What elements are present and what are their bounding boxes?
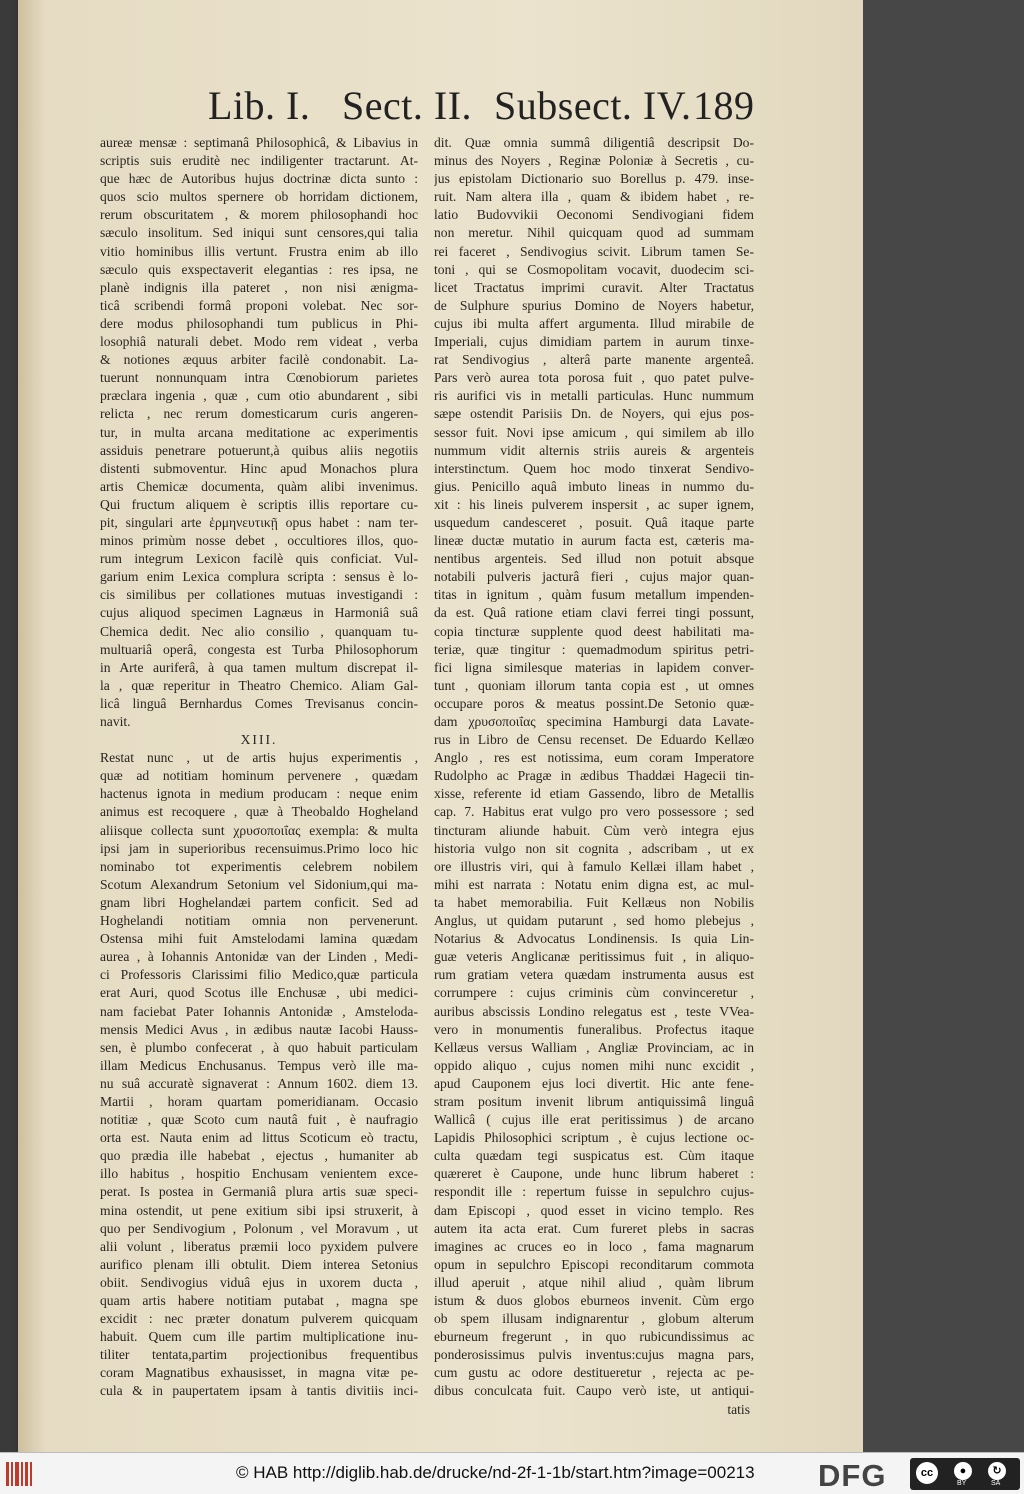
text-line: aurifico plenam illi obtulit. Diem interea Setonius (100, 1256, 418, 1272)
text-line: que hæc de Autoribus hujus doctrinæ dicta sunto : (100, 171, 418, 187)
text-line: coram Magnatibus exhausisset, in magna vitæ pe- (100, 1365, 418, 1381)
page-number: 189 (693, 83, 755, 128)
text-line: Lapidis Philosophici scriptum , è cujus lectione oc- (434, 1130, 754, 1146)
text-line: non meretur. Nihil quicquam quod ad summam (434, 225, 754, 241)
text-line: autem ita acta erat. Cum fureret plebs in sacras (434, 1220, 754, 1236)
text-line: navit. (100, 714, 131, 729)
text-line: cum gustu ac odore destitueretur , rejecta ac pe- (434, 1365, 754, 1381)
text-line: illo habitus , hospitio Enchusam venientem exce- (100, 1166, 418, 1182)
text-line: Restat nunc , ut de artis hujus experimentis , (100, 750, 418, 766)
text-line: nentibus argenteis. Sed illud non potuit absque (434, 551, 754, 567)
text-line: nominabo tot experimentis celebrem nobilem (100, 858, 418, 874)
text-line: mensis Medici Avus , in ædibus nautæ Iacobi Hauss- (100, 1021, 418, 1037)
text-line: orta est. Nauta enim ad littus Scoticum eò tractu, (100, 1130, 418, 1146)
text-line: gnam libri Hoghelandæi partem conficit. Sed ad (100, 894, 418, 910)
text-line: rum gratiam vetera quædam instrumenta ausus est (434, 967, 754, 983)
text-line: quo per Sendivogium , Polonum , vel Moravum , ut (100, 1220, 418, 1236)
text-line: erat Auri, quod Scotus ille Enchusæ , ubi medici- (100, 985, 418, 1001)
text-line: multuariâ operâ, congesta est Turba Philosophorum (100, 641, 418, 657)
text-line: interstinctum. Quem hoc modo tinxerat Sendivo- (434, 460, 754, 476)
text-line: habuit. Quem cum ille partim multiplicatione inu- (100, 1329, 418, 1345)
text-line: tur, in multa arcana meditatione ac experimentis (100, 424, 418, 440)
text-line: copia tincturæ supplente quod deest habilitati ma- (434, 623, 754, 639)
cc-license-badge[interactable] (910, 1458, 1020, 1490)
text-line: sæpe ostendit Parisiis Dn. de Noyers, qui ejus pos- (434, 406, 754, 422)
text-line: quam artis habere notitiam putabat , magna spe (100, 1293, 418, 1308)
text-line: occupare poros & meatus possint.De Setonio quæ- (434, 695, 754, 711)
text-line: quo prædia ille habebat , ejectus , humaniter ab (100, 1148, 418, 1164)
copyright-link[interactable]: © HAB http://diglib.hab.de/drucke/nd-2f-1-1b/start.htm?image=00213 (236, 1463, 755, 1482)
text-line: sæculo quis exspectaverit elegantias : res ipsa, ne (100, 261, 418, 277)
text-line: vero in monumentis funeralibus. Profectus itaque (434, 1021, 754, 1037)
text-line: gius. Penicillo aquâ imbuto lineas in nummo du- (434, 478, 754, 494)
text-line: planè indignis illa pateret , non nisi ænigma- (100, 279, 418, 295)
text-line: istum & duos globos eburneos invenit. Cùm ergo (434, 1293, 754, 1308)
text-line: licâ linguâ Bernhardus Comes Trevisanus concin- (100, 695, 418, 711)
text-line: pit, singulari arte ἑρμηνευτικῇ opus habet : nam ter- (100, 514, 418, 530)
text-line: tincturam aliunde habuit. Cùm verò integra ejus (434, 822, 754, 838)
text-line: Wallicâ ( cujus ille erat peritissimus ) de arcano (434, 1112, 754, 1128)
book-page (18, 0, 863, 1452)
header-subsection: Subsect. IV. (494, 83, 692, 128)
text-line: la , quæ reperitur in Theatro Chemico. Aliam Gal- (100, 677, 418, 693)
text-line: rei faceret , Sendivogius scivit. Librum tamen Se- (434, 243, 754, 259)
text-line: oppido aliquo , cujus nomen mihi nunc excidit , (434, 1057, 754, 1073)
text-line: obiit. Sendivogius viduâ ejus in uxorem ducta , (100, 1274, 418, 1290)
text-line: tunt , quoniam illorum tanta copia est , ut omnes (434, 677, 754, 693)
text-line: Ostensa mihi fuit Amstelodami lamina quædam (100, 931, 418, 947)
text-line: cujus ibi multa affert argumenta. Illud mirabile de (434, 315, 754, 331)
text-line: sen, è plumbo confecerat , à quo habuit particulam (100, 1039, 418, 1055)
catchword: tatis (727, 1401, 750, 1417)
text-line: eburneum fregerunt , in quo rubicundissimus ac (434, 1329, 754, 1345)
text-line: sessor fuit. Novi ipse amicum , qui similem ab illo (434, 424, 754, 440)
text-line: distenti submoventur. Hinc apud Monachos plura (100, 460, 418, 476)
text-line: garium enim Lexica complura scripta : sensus è lo- (100, 569, 418, 585)
text-line: rum integrum Lexicon facilè quis conficiat. Vul- (100, 551, 418, 567)
text-line: ponderosissimus pulvis inventus:cujus magna pars, (434, 1347, 754, 1363)
text-line: alii volunt , liberatus præmii loco pyxidem pulvere (100, 1238, 418, 1254)
text-line: ore illustris viri, qui à famulo Kellæi illam habet , (434, 858, 754, 874)
text-line: in Arte auriferâ, à qua tamen multum discrepat il- (100, 659, 418, 675)
text-line: Scotum Alexandrum Setonium vel Sidonium,qui ma- (100, 876, 418, 892)
text-line: cujus aliquod specimen Lagnæus in Harmoniâ suâ (100, 605, 418, 621)
text-line: tuerunt nonnunquam intra Cœnobiorum parietes (100, 370, 418, 386)
text-line: rus in Libro de Censu recenset. De Eduardo Kellæo (434, 732, 754, 748)
text-line: notitiæ , quæ Scoto cum nautâ fuit , è naufragio (100, 1112, 418, 1128)
text-line: scriptis suis eruditè nec indiligenter tractarunt. At- (100, 153, 418, 169)
footer-bar (0, 1452, 1024, 1494)
text-line: titas in ignitum , quàm fusum metallum impenden- (434, 587, 754, 603)
text-line: dam Episcopi , quod esset in vicino templo. Res (434, 1202, 754, 1218)
text-line: quos scio multos spernere ob horridam dictionem, (100, 189, 418, 205)
text-line: Imperiali, cujus dimidiam partem in aurum tinxe- (434, 334, 754, 350)
text-line: illud aperuit , atque nihil aliud , quàm librum (434, 1274, 754, 1290)
text-line: licet Tractatus imprimi curavit. Alter Tractatus (434, 279, 754, 295)
text-line: sæculo insolitum. Sed iniqui sunt censores,qui talia (100, 225, 418, 241)
text-line: xisse, referente id etiam Gassendo, libro de Metallis (434, 786, 754, 802)
text-line: rat Sendivogius , alterâ parte manente argenteâ. (434, 352, 754, 368)
text-line: dit. Quæ omnia summâ diligentiâ descripsit Do- (434, 135, 754, 150)
text-line: ci Professoris Clarissimi filio Medico,quæ particula (100, 967, 418, 983)
text-line: xit : his lineis pulverem inspersit , ac super ignem, (434, 496, 754, 512)
text-line: nummum vidit alternis striis aureis & argenteis (434, 442, 754, 458)
section-number: XIII. (240, 732, 278, 748)
text-line: culta quædam tegi suspicatus est. Cùm itaque (434, 1148, 754, 1164)
text-line: nu suâ accuratè signaverat : Annum 1602. diem 13. (100, 1075, 418, 1091)
text-line: respondit ille : repertum fuisse in sepulchro cujus- (434, 1184, 754, 1200)
text-line: præclara ingenia , quæ , cum otio abundarent , sibi (100, 388, 418, 404)
barcode-icon (4, 1459, 34, 1489)
header-book: Lib. I. (208, 83, 311, 128)
text-line: ta habet memorabilia. Fuit Kellæus non Nobilis (434, 894, 754, 910)
viewer-background (863, 0, 1024, 1452)
text-line: Hoghelandi notitiam omnia non pervenerunt. (100, 913, 418, 929)
text-line: Anglo , res est notissima, eum coram Imperatore (434, 750, 754, 766)
running-header (208, 82, 768, 132)
text-line: assiduis penetrare potuerunt,à quibus aliis negotiis (100, 442, 418, 458)
text-line: quæ ad notitiam hominum pervenere , quædam (100, 768, 418, 784)
text-line: auribus abscissis Londino relegatus est , teste VVea- (434, 1003, 754, 1019)
text-line: perat. Is postea in Germaniâ plura artis suæ speci- (100, 1184, 418, 1200)
cc-icon: cc (916, 1462, 938, 1484)
text-line: toni , qui se Cosmopolitam vocavit, duodecim sci- (434, 261, 754, 277)
text-line: ris aurifici vis in metalli particulas. Hunc nummum (434, 388, 754, 404)
text-line: Rudolpho ac Pragæ in ædibus Thaddæi Hagecii tin- (434, 768, 754, 784)
text-line: Anglus, ut quidam putarunt , sed homo plebejus , (434, 913, 754, 929)
text-line: Qui fructum aliquem è scriptis illis reportare cu- (100, 496, 418, 512)
text-line: Martii , horam quartam pomeridianam. Occasio (100, 1093, 418, 1109)
sa-label: SA (991, 1480, 1001, 1487)
text-line: cula & in paupertatem ipsam à tantis divitiis inci- (100, 1383, 418, 1399)
header-section: Sect. II. (342, 83, 473, 128)
sa-icon: ↻ (988, 1462, 1006, 1480)
text-line: mina ostendit, ut pene exitium sibi ipsi struxerit, à (100, 1202, 418, 1218)
by-label: BY (957, 1480, 967, 1487)
text-line: cap. 7. Habitus erat vulgo pro vero possessore ; sed (434, 804, 754, 820)
text-line: artis Chemicæ documenta, quàm alibi invenimus. (100, 478, 418, 494)
text-line: apud Cauponem ejus loci divertit. Hic ante fene- (434, 1075, 754, 1091)
text-line: tiliter tentata,partim projectionibus frequentibus (100, 1347, 418, 1363)
text-line: lineæ ductæ mutatio in aurum facta est, cæteris ma- (434, 533, 754, 549)
text-line: mihi est narrata : Notatu enim digna est, ac mul- (434, 876, 754, 892)
text-line: guæ veteris Anglicanæ peritissimus fuit , in aliquo- (434, 949, 754, 965)
text-line: de Sulphure spurius Domino de Noyers habetur, (434, 297, 754, 313)
text-line: corrumpere : cujus criminis cùm convinceretur , (434, 985, 754, 1001)
text-line: opum in sepulchro Episcopi reconditarum commota (434, 1256, 754, 1272)
text-line: aureæ mensæ : septimanâ Philosophicâ, & Libavius in (100, 135, 418, 150)
text-line: quæreret è Caupone, unde hunc librum haberet : (434, 1166, 754, 1182)
right-text-column (434, 134, 754, 1419)
text-line: animus est recoquere , quæ à Theobaldo Hogheland (100, 804, 418, 820)
text-line: dam χρυσοποιΐας specimina Hamburgi data Lavate- (434, 714, 754, 729)
text-line: Chemica dedit. Nec alio consilio , quanquam tu- (100, 623, 418, 639)
text-line: aliisque collecta sunt χρυσοποιΐας exempla: & multa (100, 822, 418, 838)
text-line: relicta , nec rerum domesticarum curis angeren- (100, 406, 418, 422)
text-line: usquedum candesceret , posuit. Quâ itaque parte (434, 514, 754, 530)
text-line: minos primùm nosse debet , occultiores illos, quo- (100, 533, 418, 549)
text-line: illam Medicus Enchusanus. Tempus verò ille ma- (100, 1057, 418, 1073)
text-line: da est. Quâ ratione etiam clavi ferrei tingi possunt, (434, 605, 754, 621)
text-line: ruit. Nam altera illa , quam & ibidem habet , re- (434, 189, 754, 205)
by-icon: ● (954, 1462, 972, 1480)
text-line: excidit : nec præter donatum pulverem quicquam (100, 1311, 418, 1327)
dfg-logo[interactable]: DFG (818, 1458, 887, 1493)
text-line: cis similibus per collationes mutuas investigandi : (100, 587, 418, 603)
text-line: Notarius & Advocatus Londinensis. Is quia Lin- (434, 931, 754, 947)
text-line: jus epistolam Dictionario suo Borellus p. 479. inse- (434, 171, 754, 187)
text-line: latio Budovvikii Oeconomi Sendivogiani fidem (434, 207, 754, 223)
left-text-column (100, 134, 418, 1401)
text-line: historia vulgo non sit cognita , adscribam , ut ex (434, 840, 754, 856)
text-line: minus des Noyers , Reginæ Poloniæ à Secretis , cu- (434, 153, 754, 169)
text-line: ticâ scribendi formâ proponi volebat. Nec sor- (100, 297, 418, 313)
text-line: ipsi jam in superioribus recensuimus.Primo loco hic (100, 840, 418, 856)
text-line: dibus conculcata fuit. Caupo verò iste, ut antiqui- (434, 1383, 754, 1399)
text-line: losophiâ naturali debet. Modo rem videat , verba (100, 334, 418, 350)
text-line: aurea , à Iohannis Antonidæ van der Linden , Medi- (100, 949, 418, 965)
text-line: hactenus ignota in medium producam : neque enim (100, 786, 418, 802)
text-line: vitio hominibus illis vertunt. Frustra enim ab illo (100, 243, 418, 259)
text-line: stram positum invenit librum antiquissimâ linguâ (434, 1093, 754, 1109)
text-line: imagines ac cruces eo in loco , fama magnarum (434, 1238, 754, 1254)
text-line: fici ligna similesque materias in lapidem conver- (434, 659, 754, 675)
text-line: rerum obscuritatem , & morem philosophandi hoc (100, 207, 418, 223)
text-line: ob spem illusam indignarentur , globum alterum (434, 1311, 754, 1327)
text-line: dere modus philosophandi tum publicus in Phi- (100, 315, 418, 331)
text-line: notabili pulveris jacturâ fieri , cujus major quan- (434, 569, 754, 585)
text-line: Pars verò aurea tota porosa fuit , quo patet pulve- (434, 370, 754, 386)
text-line: Kellæus versus Walliam , Angliæ Provinciam, ac in (434, 1039, 754, 1055)
text-line: teriæ, quæ tingitur : quemadmodum spiritus petri- (434, 641, 754, 657)
text-line: nam faciebat Pater Iohannis Antonidæ , Amsteloda- (100, 1003, 418, 1019)
text-line: & notiones æquus arbiter facilè condonabit. La- (100, 352, 418, 368)
